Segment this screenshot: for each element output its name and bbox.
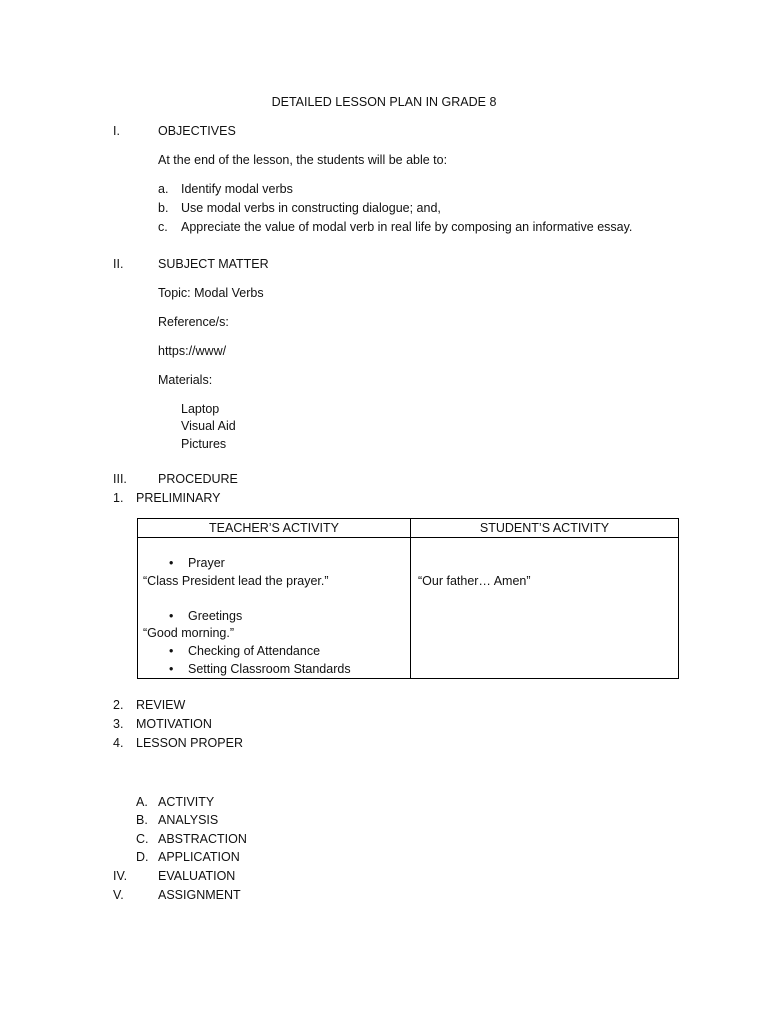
lesson-part-letter: C. bbox=[136, 832, 149, 846]
table-header-row bbox=[138, 519, 679, 538]
material-item: Pictures bbox=[181, 437, 227, 451]
step-label: LESSON PROPER bbox=[136, 736, 243, 750]
subject-matter-heading: SUBJECT MATTER bbox=[158, 257, 269, 271]
objectives-heading: OBJECTIVES bbox=[158, 124, 236, 138]
reference-label: Reference/s: bbox=[158, 315, 229, 329]
reference-value: https://www/ bbox=[158, 344, 227, 358]
bullet-item-standards bbox=[169, 662, 351, 677]
bullet-item-greetings bbox=[169, 609, 243, 624]
student-activity-header: STUDENT’S ACTIVITY bbox=[411, 519, 679, 538]
bullet-dot: • bbox=[169, 556, 174, 570]
procedure-heading: PROCEDURE bbox=[158, 472, 238, 486]
teacher-activity-header: TEACHER’S ACTIVITY bbox=[138, 519, 411, 538]
objectives-numeral: I. bbox=[113, 124, 120, 138]
activity-table bbox=[137, 518, 679, 679]
objective-text: Identify modal verbs bbox=[181, 182, 293, 196]
assignment-numeral: V. bbox=[113, 888, 124, 902]
bullet-dot: • bbox=[169, 644, 174, 658]
bullet-text: Prayer bbox=[188, 556, 225, 570]
table-row bbox=[138, 538, 679, 679]
preliminary-label: PRELIMINARY bbox=[136, 491, 221, 505]
step-number: 3. bbox=[113, 717, 124, 731]
assignment-heading: ASSIGNMENT bbox=[158, 888, 241, 902]
objective-text: Use modal verbs in constructing dialogue; and, bbox=[181, 201, 441, 215]
step-label: REVIEW bbox=[136, 698, 186, 712]
lesson-part-label: ACTIVITY bbox=[158, 795, 215, 809]
objective-text: Appreciate the value of modal verb in real life by composing an informative essay. bbox=[181, 220, 633, 234]
topic-line: Topic: Modal Verbs bbox=[158, 286, 264, 300]
bullet-dot: • bbox=[169, 662, 174, 676]
material-item: Visual Aid bbox=[181, 419, 236, 433]
bullet-text: Checking of Attendance bbox=[188, 644, 321, 658]
step-number: 2. bbox=[113, 698, 124, 712]
page-title: DETAILED LESSON PLAN IN GRADE 8 bbox=[271, 95, 497, 109]
bullet-item-prayer bbox=[169, 556, 225, 571]
bullet-item-attendance bbox=[169, 644, 321, 659]
student-response: “Our father… Amen” bbox=[418, 574, 531, 588]
step-number: 4. bbox=[113, 736, 124, 750]
bullet-text: Setting Classroom Standards bbox=[188, 662, 351, 676]
objective-letter: b. bbox=[158, 201, 169, 215]
prayer-instruction: “Class President lead the prayer.” bbox=[143, 574, 329, 588]
teacher-activity-cell bbox=[138, 538, 411, 679]
lesson-part-letter: D. bbox=[136, 850, 149, 864]
lesson-part-label: ANALYSIS bbox=[158, 813, 219, 827]
evaluation-numeral: IV. bbox=[113, 869, 128, 883]
greeting-line: “Good morning.” bbox=[143, 626, 235, 640]
materials-label: Materials: bbox=[158, 373, 213, 387]
procedure-numeral: III. bbox=[113, 472, 127, 486]
lesson-part-label: APPLICATION bbox=[158, 850, 240, 864]
bullet-text: Greetings bbox=[188, 609, 243, 623]
lesson-part-letter: B. bbox=[136, 813, 148, 827]
lesson-part-label: ABSTRACTION bbox=[158, 832, 247, 846]
bullet-dot: • bbox=[169, 609, 174, 623]
material-item: Laptop bbox=[181, 402, 220, 416]
subject-matter-numeral: II. bbox=[113, 257, 124, 271]
preliminary-number: 1. bbox=[113, 491, 124, 505]
lesson-part-letter: A. bbox=[136, 795, 148, 809]
student-activity-cell bbox=[411, 538, 679, 679]
evaluation-heading: EVALUATION bbox=[158, 869, 236, 883]
objective-letter: c. bbox=[158, 220, 168, 234]
step-label: MOTIVATION bbox=[136, 717, 212, 731]
objectives-intro: At the end of the lesson, the students will be able to: bbox=[158, 153, 448, 167]
objective-letter: a. bbox=[158, 182, 169, 196]
